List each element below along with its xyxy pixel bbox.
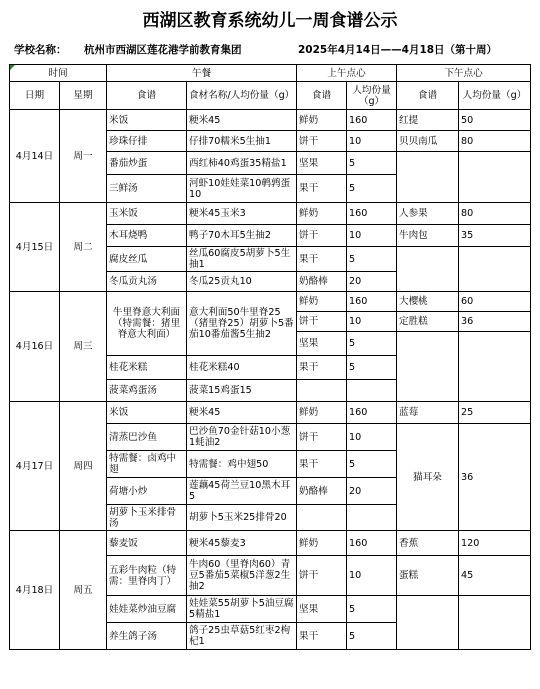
pm-snack: 蓝莓 — [397, 402, 459, 424]
day-weekday: 周一 — [60, 110, 107, 203]
am-snack — [297, 380, 347, 402]
am-snack: 饼干 — [297, 131, 347, 152]
am-portion — [347, 505, 397, 531]
am-snack: 果干 — [297, 175, 347, 203]
pm-portion: 36 — [459, 424, 531, 531]
header-recipe: 食谱 — [107, 82, 187, 110]
lunch-ingredients: 丝瓜60腐皮5胡萝卜5生抽1 — [187, 247, 297, 272]
am-portion: 20 — [347, 478, 397, 505]
am-portion: 10 — [347, 225, 397, 247]
pm-empty — [397, 247, 459, 292]
lunch-ingredients: 鸭子70木耳5生抽2 — [187, 225, 297, 247]
header-morning-snack: 上午点心 — [297, 65, 397, 82]
lunch-ingredients: 粳米45藜麦3 — [187, 531, 297, 556]
lunch-ingredients: 特需餐：鸡中翅50 — [187, 451, 297, 478]
pm-snack: 大樱桃 — [397, 292, 459, 312]
lunch-ingredients: 鸽子25虫草菇5红枣2枸杞1 — [187, 623, 297, 650]
lunch-ingredients: 桂花米糕40 — [187, 356, 297, 380]
pm-snack: 猫耳朵 — [397, 424, 459, 531]
day-date: 4月15日 — [10, 203, 60, 292]
lunch-ingredients: 仔排70糯米5生抽1 — [187, 131, 297, 152]
lunch-dish: 木耳烧鸭 — [107, 225, 187, 247]
am-portion: 5 — [347, 596, 397, 623]
am-portion: 20 — [347, 272, 397, 292]
lunch-ingredients: 河虾10娃娃菜10鹌鹑蛋10 — [187, 175, 297, 203]
school-info — [14, 42, 497, 57]
lunch-dish: 荷塘小炒 — [107, 478, 187, 505]
day-date: 4月17日 — [10, 402, 60, 531]
am-snack: 果干 — [297, 623, 347, 650]
am-portion: 160 — [347, 292, 397, 312]
lunch-dish: 米饭 — [107, 110, 187, 131]
lunch-dish: 番茄炒蛋 — [107, 152, 187, 175]
lunch-ingredients: 菠菜15鸡蛋15 — [187, 380, 297, 402]
pm-snack: 红提 — [397, 110, 459, 131]
pm-portion: 80 — [459, 131, 531, 152]
pm-portion: 36 — [459, 312, 531, 332]
day-weekday: 周四 — [60, 402, 107, 531]
lunch-dish: 珍珠仔排 — [107, 131, 187, 152]
am-snack: 坚果 — [297, 596, 347, 623]
lunch-dish: 五彩牛肉粒（特需：里脊肉丁） — [107, 556, 187, 596]
header-afternoon-snack: 下午点心 — [397, 65, 531, 82]
am-snack: 果干 — [297, 356, 347, 380]
am-snack: 果干 — [297, 247, 347, 272]
header-lunch: 午餐 — [107, 65, 297, 82]
lunch-dish: 养生鸽子汤 — [107, 623, 187, 650]
lunch-dish: 藜麦饭 — [107, 531, 187, 556]
lunch-dish: 牛里脊意大利面（特需餐：猪里脊意大利面） — [107, 292, 187, 356]
lunch-dish: 胡萝卜玉米排骨汤 — [107, 505, 187, 531]
pm-portion: 80 — [459, 203, 531, 225]
am-snack: 坚果 — [297, 332, 347, 356]
lunch-dish: 菠菜鸡蛋汤 — [107, 380, 187, 402]
am-snack: 果干 — [297, 451, 347, 478]
lunch-ingredients: 娃娃菜55胡萝卜5油豆腐5精盐1 — [187, 596, 297, 623]
am-portion: 5 — [347, 247, 397, 272]
lunch-dish: 清蒸巴沙鱼 — [107, 424, 187, 451]
pm-empty — [397, 152, 459, 203]
pm-snack: 蛋糕 — [397, 556, 459, 596]
am-snack: 鲜奶 — [297, 292, 347, 312]
am-portion: 5 — [347, 152, 397, 175]
am-portion: 10 — [347, 556, 397, 596]
am-portion — [347, 380, 397, 402]
am-portion: 5 — [347, 451, 397, 478]
header-pm-portion: 人均份量（g） — [459, 82, 531, 110]
day-weekday: 周三 — [60, 292, 107, 402]
am-snack — [297, 505, 347, 531]
header-date: 日期 — [10, 82, 60, 110]
pm-portion: 25 — [459, 402, 531, 424]
am-snack: 奶酪棒 — [297, 272, 347, 292]
am-portion: 10 — [347, 131, 397, 152]
am-portion: 5 — [347, 332, 397, 356]
am-snack: 坚果 — [297, 152, 347, 175]
pm-snack: 人参果 — [397, 203, 459, 225]
pm-snack: 牛肉包 — [397, 225, 459, 247]
pm-empty — [459, 247, 531, 292]
lunch-dish: 娃娃菜炒油豆腐 — [107, 596, 187, 623]
am-portion: 160 — [347, 203, 397, 225]
am-portion: 5 — [347, 623, 397, 650]
lunch-dish: 特需餐：卤鸡中翅 — [107, 451, 187, 478]
day-date: 4月18日 — [10, 531, 60, 650]
pm-empty — [459, 596, 531, 650]
lunch-ingredients: 粳米45 — [187, 110, 297, 131]
school-label: 学校名称： — [14, 44, 67, 56]
am-portion: 10 — [347, 424, 397, 451]
am-snack: 饼干 — [297, 225, 347, 247]
pm-snack: 定胜糕 — [397, 312, 459, 332]
am-snack: 饼干 — [297, 424, 347, 451]
pm-empty — [459, 152, 531, 203]
day-date: 4月14日 — [10, 110, 60, 203]
header-am-portion: 人均份量（g） — [347, 82, 397, 110]
header-weekday: 星期 — [60, 82, 107, 110]
am-snack: 饼干 — [297, 312, 347, 332]
pm-portion: 60 — [459, 292, 531, 312]
lunch-dish: 桂花米糕 — [107, 356, 187, 380]
pm-snack: 贝贝南瓜 — [397, 131, 459, 152]
pm-portion: 45 — [459, 556, 531, 596]
am-portion: 10 — [347, 312, 397, 332]
am-portion: 5 — [347, 175, 397, 203]
am-snack: 饼干 — [297, 556, 347, 596]
lunch-dish: 玉米饭 — [107, 203, 187, 225]
am-snack: 鲜奶 — [297, 203, 347, 225]
lunch-ingredients: 意大利面50牛里脊25（猪里脊25）胡萝卜5番茄10番茄酱5生抽2 — [187, 292, 297, 356]
pm-empty — [397, 596, 459, 650]
am-snack: 鲜奶 — [297, 531, 347, 556]
page-title: 西湖区教育系统幼儿一周食谱公示 — [142, 11, 398, 31]
lunch-ingredients: 莲藕45荷兰豆10黑木耳5 — [187, 478, 297, 505]
lunch-dish: 腐皮丝瓜 — [107, 247, 187, 272]
menu-table — [9, 64, 531, 650]
header-am-recipe: 食谱 — [297, 82, 347, 110]
lunch-dish: 三鲜汤 — [107, 175, 187, 203]
am-portion: 160 — [347, 531, 397, 556]
header-ingredients: 食材名称/人均份量（g） — [187, 82, 297, 110]
lunch-ingredients: 巴沙鱼70金针菇10小葱1蚝油2 — [187, 424, 297, 451]
lunch-ingredients: 粳米45玉米3 — [187, 203, 297, 225]
lunch-ingredients: 冬瓜25贡丸10 — [187, 272, 297, 292]
pm-portion: 35 — [459, 225, 531, 247]
lunch-ingredients: 粳米45 — [187, 402, 297, 424]
header-time: 时间 — [10, 65, 107, 82]
pm-portion: 120 — [459, 531, 531, 556]
pm-empty — [459, 332, 531, 402]
pm-empty — [397, 332, 459, 402]
day-weekday: 周二 — [60, 203, 107, 292]
lunch-dish: 米饭 — [107, 402, 187, 424]
date-range: 2025年4月14日——4月18日（第十周） — [298, 44, 498, 56]
day-weekday: 周五 — [60, 531, 107, 650]
pm-snack: 香蕉 — [397, 531, 459, 556]
am-portion: 160 — [347, 110, 397, 131]
am-snack: 鲜奶 — [297, 110, 347, 131]
lunch-ingredients: 西红柿40鸡蛋35精盐1 — [187, 152, 297, 175]
pm-portion: 50 — [459, 110, 531, 131]
lunch-ingredients: 胡萝卜5玉米25排骨20 — [187, 505, 297, 531]
am-portion: 5 — [347, 356, 397, 380]
lunch-dish: 冬瓜贡丸汤 — [107, 272, 187, 292]
school-name: 杭州市西湖区莲花港学前教育集团 — [84, 44, 242, 56]
am-portion: 160 — [347, 402, 397, 424]
lunch-ingredients: 牛肉60（里脊肉60）青豆5番茄5菜椒5洋葱2生抽2 — [187, 556, 297, 596]
day-date: 4月16日 — [10, 292, 60, 402]
am-snack: 鲜奶 — [297, 402, 347, 424]
am-snack: 奶酪棒 — [297, 478, 347, 505]
header-pm-recipe: 食谱 — [397, 82, 459, 110]
